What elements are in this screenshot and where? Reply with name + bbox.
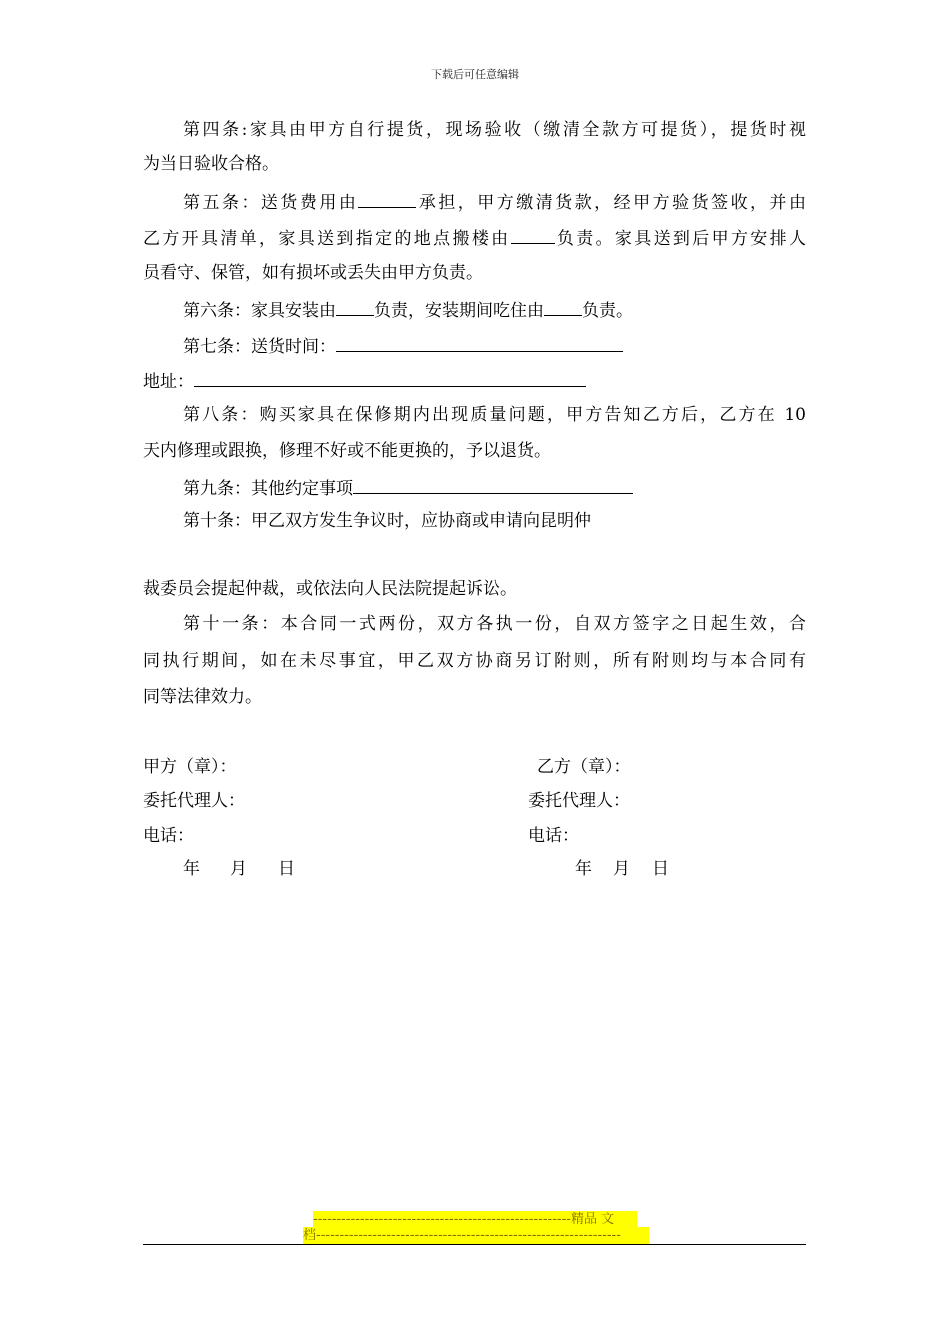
party-a-year: 年: [183, 859, 200, 879]
page-header: 下载后可任意编辑: [431, 68, 519, 81]
article-11-line-2: 同执行期间，如在未尽事宜，甲乙双方协商另订附则，所有附则均与本合同有: [143, 651, 806, 671]
blank-underline: [544, 298, 582, 316]
article-8-line-1: 第八条：购买家具在保修期内出现质量问题，甲方告知乙方后，乙方在 10: [183, 405, 806, 425]
blank-underline: [358, 190, 416, 208]
party-b-seal: 乙方（章）：: [537, 757, 631, 777]
blank-underline: [511, 226, 555, 244]
party-a-day: 日: [278, 859, 295, 879]
party-b-agent: 委托代理人：: [528, 791, 630, 811]
party-b-year: 年: [575, 859, 592, 879]
article-11-line-1: 第十一条：本合同一式两份，双方各执一份，自双方签字之日起生效，合: [183, 614, 806, 634]
footer-watermark-line-1: -------------------------------------------------------精品 文: [313, 1211, 637, 1228]
article-5-line-1: 第五条：送货费用由 承担，甲方缴清货款，经甲方验货签收，并由: [183, 190, 806, 214]
party-b-day: 日: [652, 859, 669, 879]
article-7: 第七条：送货时间：: [183, 334, 623, 358]
blank-underline: [353, 476, 633, 494]
article-8-line-2: 天内修理或跟换，修理不好或不能更换的，予以退货。: [143, 441, 551, 461]
blank-underline: [194, 369, 586, 387]
article-6: 第六条：家具安装由 负责，安装期间吃住由 负责。: [183, 298, 633, 322]
blank-underline: [336, 298, 374, 316]
footer-watermark-line-2: 档-----------------------------------------------------------------: [303, 1227, 649, 1244]
party-a-seal: 甲方（章）：: [143, 757, 237, 777]
party-a-phone: 电话：: [143, 826, 194, 846]
party-b-month: 月: [613, 859, 630, 879]
address-line: 地址：: [143, 369, 586, 393]
article-10-line-2: 裁委员会提起仲裁，或依法向人民法院提起诉讼。: [143, 579, 517, 599]
article-5-line-3: 员看守、保管，如有损坏或丢失由甲方负责。: [143, 263, 483, 283]
blank-underline: [336, 334, 623, 352]
article-10-line-1: 第十条：甲乙双方发生争议时，应协商或申请向昆明仲: [183, 511, 591, 531]
article-4-line-1: 第四条:家具由甲方自行提货，现场验收（缴清全款方可提货），提货时视: [183, 120, 806, 140]
article-5-line-2: 乙方开具清单，家具送到指定的地点搬楼由 负责。家具送到后甲方安排人: [143, 226, 806, 250]
article-9: 第九条：其他约定事项: [183, 476, 633, 500]
party-a-agent: 委托代理人：: [143, 791, 245, 811]
party-a-month: 月: [230, 859, 247, 879]
party-b-phone: 电话：: [528, 826, 579, 846]
article-4-line-2: 为当日验收合格。: [143, 154, 279, 174]
article-11-line-3: 同等法律效力。: [143, 687, 262, 707]
footer-rule: [143, 1244, 806, 1245]
